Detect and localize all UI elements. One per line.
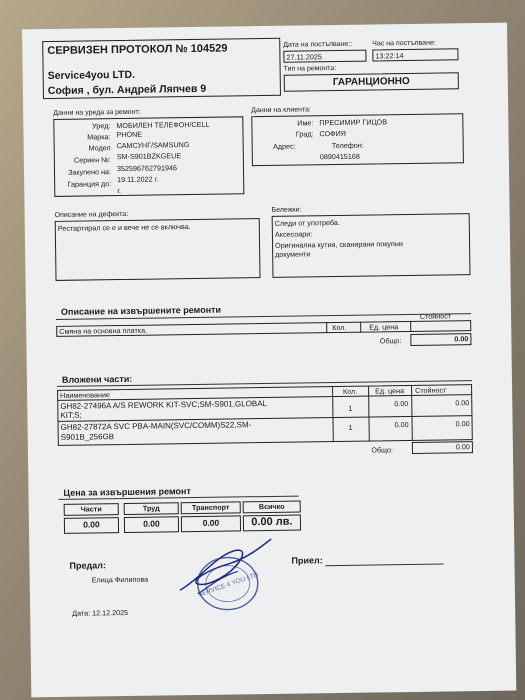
time-in-value: 13:22:14 (375, 51, 404, 61)
client-city-label: Град: (295, 129, 314, 139)
device-brand-value: САМСУНГ/SAMSUNG (116, 140, 190, 151)
part-1-qty: 1 (348, 403, 353, 413)
handed-label: Предал: (69, 560, 106, 571)
defect-label: Описание на дефекта: (54, 210, 129, 219)
parts-title: Вложени части: (61, 373, 133, 385)
price-parts-value: 0.00 (83, 519, 100, 530)
device-brand-label: Марка: (87, 132, 111, 142)
device-warranty-label: Гаранция до: (67, 179, 112, 189)
device-type-label: Уред: (92, 121, 111, 131)
repairs-total-label: Общо: (379, 336, 402, 346)
part-2-name-2: S901B_256GB (60, 432, 115, 442)
price-col-labor: Труд (142, 503, 160, 513)
client-city-value: СОФИЯ (319, 128, 347, 139)
repairs-col-price: Ед. цена (369, 322, 399, 332)
price-total-value: 0.00 лв. (251, 515, 293, 529)
price-col-transport: Транспорт (191, 502, 230, 513)
part-2-name-1: GH82-27872A SVC PBA-MAIN(SVC/COMM)S22,SM- (60, 420, 252, 432)
part-1-name-2: KIT;S; (60, 410, 82, 420)
defect-text: Рестартирал се е и вече не се включва. (57, 222, 191, 233)
parts-col-qty: Кол. (342, 386, 358, 396)
protocol-title: СЕРВИЗЕН ПРОТОКОЛ № 104529 (47, 42, 228, 58)
handwritten-signature (167, 531, 278, 608)
repairs-col-cost: Стойност (419, 311, 452, 321)
part-1-cost: 0.00 (455, 398, 470, 408)
received-signature-line (326, 564, 444, 567)
client-name-value: ПРЕСИМИР ГИЦОВ (319, 117, 388, 128)
repair-type-label: Тип на ремонта: (283, 65, 337, 73)
notes-line-3: Оригинална кутия, сканирани покупни (275, 239, 403, 250)
device-model-label: Модел (88, 143, 111, 153)
repairs-total-value: 0.00 (454, 334, 469, 344)
handed-name: Елица Филипова (91, 574, 149, 585)
parts-total-label: Общо: (371, 445, 393, 455)
parts-col-cost: Стойност (415, 385, 447, 395)
device-section-label: Данни на уреда за ремонт: (53, 108, 141, 117)
price-transport-value: 0.00 (202, 517, 220, 528)
client-name-label: Име: (297, 118, 314, 128)
date-in-value: 27.11.2025 (286, 52, 322, 62)
client-phone-value: 0890415168 (319, 151, 360, 162)
notes-label: Бележки: (271, 206, 302, 214)
notes-line-1: Следи от употреба. (274, 217, 340, 228)
device-model-value: SM-S901BZKGEUE (116, 151, 182, 162)
device-serial-value: 352596762791946 (116, 163, 178, 174)
parts-col-price: Ед. цена (375, 386, 405, 396)
stamp-text: SERVICE 4 YOU LTD (197, 571, 260, 599)
time-in-label: Час на постъпване: (372, 39, 436, 48)
parts-col-name: Наименование (60, 390, 111, 400)
device-bought-value: 19.11.2022 г. (117, 174, 159, 185)
notes-line-2: Аксесоари: (274, 229, 313, 239)
client-address-label: Адрес: (273, 141, 296, 151)
device-serial-label: Сериен №: (73, 155, 111, 165)
repairs-title: Описание на извършените ремонти (60, 304, 222, 317)
repairs-row-text: Смяна на основна платка. (59, 325, 148, 336)
price-col-total: Всичко (258, 501, 285, 512)
part-1-price: 0.00 (394, 399, 409, 409)
parts-total-value: 0.00 (455, 442, 470, 452)
device-bought-label: Закупено на: (67, 167, 112, 177)
part-1-name-1: GH82-27496A A/S REWORK KIT-SVC;SM-S901,GLOBAL (60, 399, 268, 411)
service-protocol-sheet (22, 23, 516, 698)
company-name: Service4you LTD. (47, 68, 136, 83)
repairs-col-qty: Кол. (332, 322, 347, 333)
price-col-parts: Части (80, 504, 102, 514)
notes-line-4: документи (275, 249, 311, 259)
received-label: Приел: (291, 555, 323, 566)
date-label: Дата: 12.12.2025 (72, 607, 129, 618)
repairs-sep-2 (360, 322, 361, 333)
repairs-sep-1 (326, 322, 327, 333)
device-warranty-value: г. (117, 186, 122, 196)
client-phone-label: Телефон: (331, 140, 364, 151)
client-section-label: Данни на клиента: (251, 106, 312, 115)
device-type-value-2: PHONE (116, 129, 143, 140)
part-2-cost: 0.00 (455, 419, 470, 429)
repairs-sep-3 (410, 321, 411, 332)
price-title: Цена за извършения ремонт (63, 486, 191, 498)
repair-type-value: ГАРАНЦИОННО (332, 75, 410, 89)
date-in-label: Дата на постъпване:: (283, 40, 353, 49)
part-2-qty: 1 (348, 422, 353, 432)
company-address: София , бул. Андрей Ляпчев 9 (47, 82, 207, 98)
part-2-price: 0.00 (394, 420, 409, 430)
device-type-value-1: МОБИЛЕН ТЕЛЕФОН/CELL (116, 119, 210, 131)
price-labor-value: 0.00 (143, 518, 160, 529)
